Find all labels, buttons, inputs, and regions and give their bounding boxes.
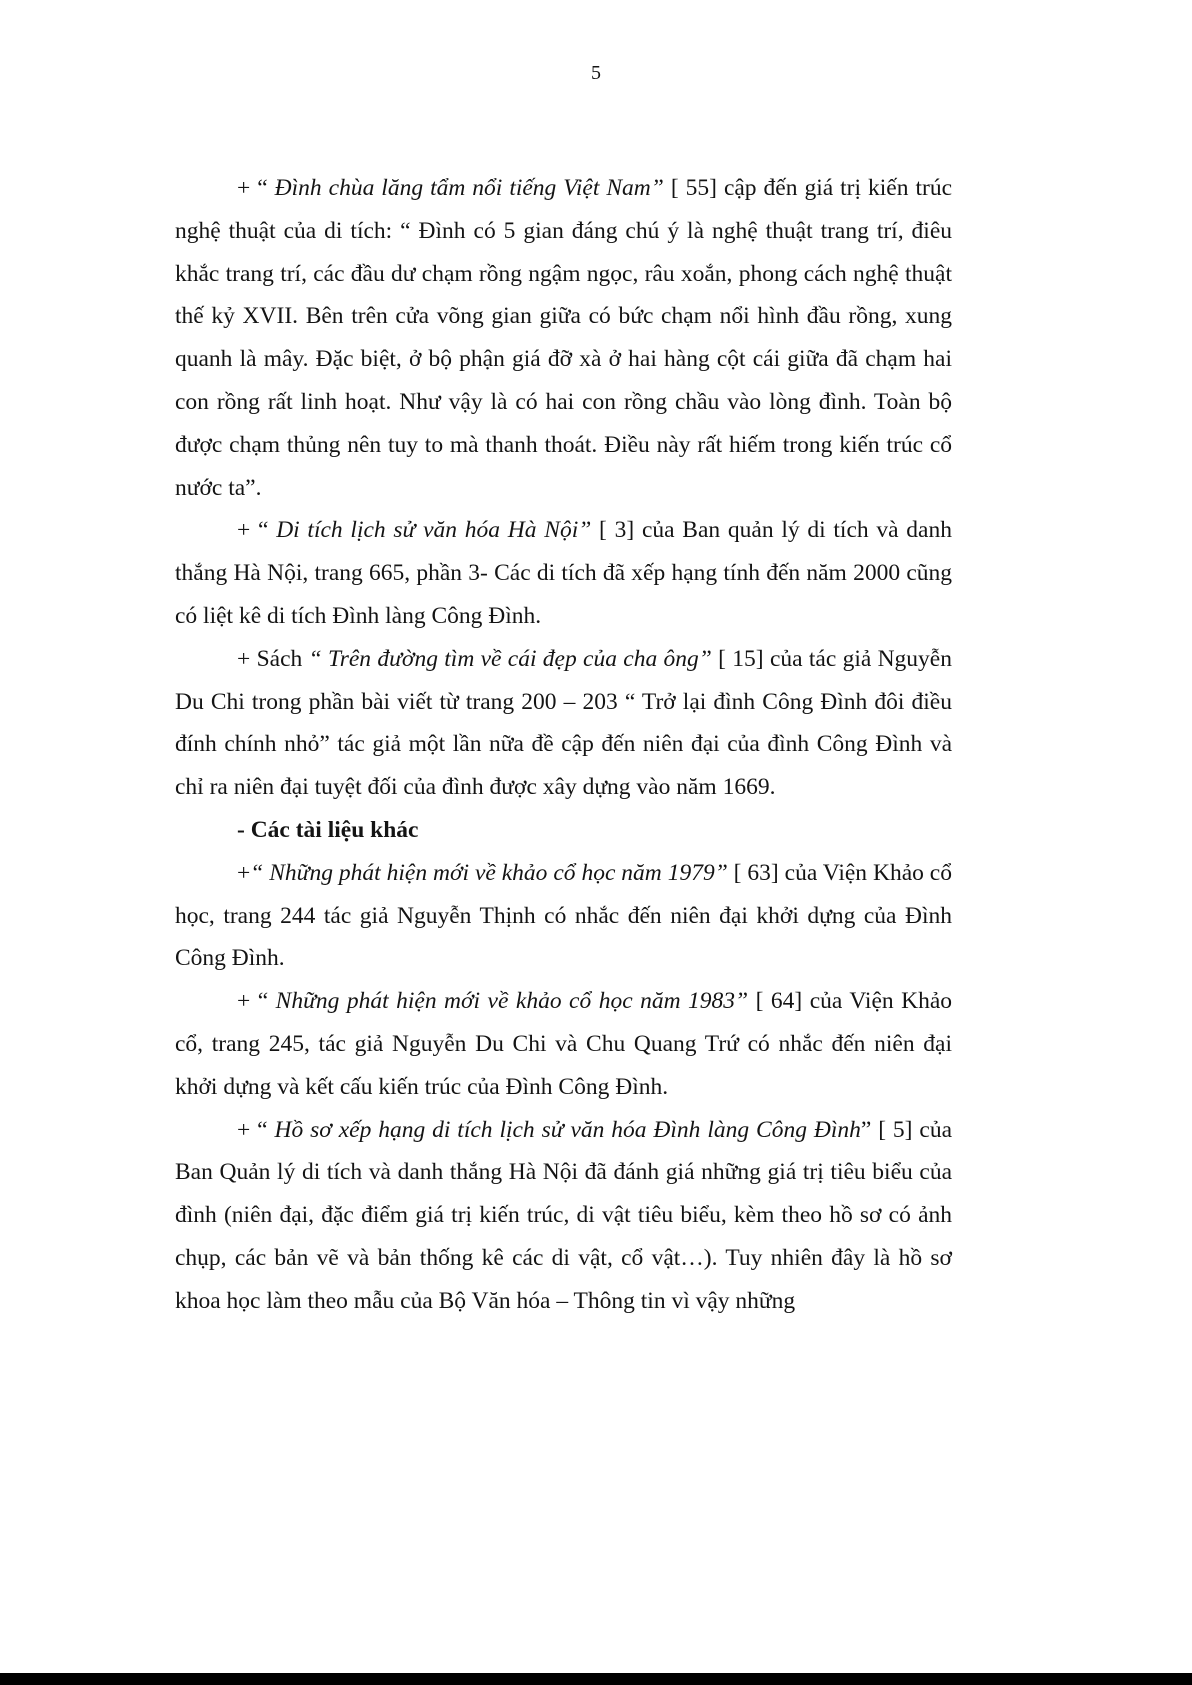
paragraph-text: [ 55] cập đến giá trị kiến trúc nghệ thuật của di tích: “ Đình có 5 gian đáng chú ý là nghệ thuật trang trí, điêu khắc trang trí, các đầu dư chạm rồng ngậm ngọc, râu xoắn, phong cách nghệ thuật thế kỷ XVII. Bên trên cửa võng gian giữa có bức chạm nổi hình đầu rồng, xung quanh là mây. Đặc biệt, ở bộ phận giá đỡ xà ở hai hàng cột cái giữa đã chạm hai con rồng rất linh hoạt. Như vậy là có hai con rồng chầu vào lòng đình. Toàn bộ được chạm thủng nên tuy to mà thanh thoát. Điều này rất hiếm trong kiến trúc cổ nước ta”. xyxy=(175,175,952,501)
paragraph-text: [ 64] của Viện Khảo cổ, trang 245, tác giả Nguyễn Du Chi và Chu Quang Trứ có nhắc đến niên đại khởi dựng và kết cấu kiến trúc của Đình Công Đình. xyxy=(175,988,953,1100)
paragraph-prefix: + Sách xyxy=(237,645,309,672)
cited-title: Những phát hiện mới về khảo cổ học năm 1983” xyxy=(275,988,749,1015)
paragraph-text: [ 3] của Ban quản lý di tích và danh thắng Hà Nội, trang 665, phần 3- Các di tích đã xếp hạng tính đến năm 2000 cũng có liệt kê di tích Đình làng Công Đình. xyxy=(175,517,952,629)
paragraph-prefix: + “ xyxy=(237,988,276,1015)
paragraph-ho-so-xep-hang xyxy=(175,1109,952,1323)
page-number: 5 xyxy=(591,62,601,84)
paragraph-prefix: + xyxy=(237,859,251,886)
document-body xyxy=(175,167,952,1323)
paragraph-text: ” [ 5] của Ban Quản lý di tích và danh thắng Hà Nội đã đánh giá những giá trị tiêu biểu của đình (niên đại, đặc điểm giá trị kiến trúc, di vật tiêu biểu, kèm theo hồ sơ có ảnh chụp, các bản vẽ và bản thống kê các di vật, cổ vật…). Tuy nhiên đây là hồ sơ khoa học làm theo mẫu của Bộ Văn hóa – Thông tin vì vậy những xyxy=(175,1116,953,1314)
paragraph-text: [ 63] của Viện Khảo cổ học, trang 244 tác giả Nguyễn Thịnh có nhắc đến niên đại khởi dựng của Đình Công Đình. xyxy=(175,859,952,972)
cited-title: Đình chùa lăng tẩm nổi tiếng Việt Nam” xyxy=(274,175,664,201)
paragraph-prefix: + “ xyxy=(237,175,275,201)
paragraph-prefix: + “ xyxy=(237,517,277,544)
cited-title: Di tích lịch sử văn hóa Hà Nội” xyxy=(276,517,592,544)
cited-title: “ Trên đường tìm về cái đẹp của cha ông” xyxy=(308,645,712,672)
paragraph-di-tich-ha-noi xyxy=(175,509,952,637)
paragraph-dinh-chua xyxy=(175,167,952,509)
paragraph-khao-co-1983 xyxy=(175,980,952,1108)
cited-title: Hồ sơ xếp hạng di tích lịch sử văn hóa Đình làng Công Đình xyxy=(274,1116,861,1143)
cited-title: “ Những phát hiện mới về khảo cổ học năm 1979” xyxy=(250,859,728,886)
paragraph-text: [ 15] của tác giả Nguyễn Du Chi trong phần bài viết từ trang 200 – 203 “ Trở lại đình Công Đình đôi điều đính chính nhỏ” tác giả một lần nữa đề cập đến niên đại của đình Công Đình và chỉ ra niên đại tuyệt đối của đình được xây dựng vào năm 1669. xyxy=(175,645,952,801)
paragraph-tren-duong xyxy=(175,638,952,809)
paragraph-prefix: + “ xyxy=(237,1116,275,1143)
section-heading: - Các tài liệu khác xyxy=(237,816,419,843)
paragraph-khao-co-1979 xyxy=(175,852,952,980)
bottom-border xyxy=(0,1673,1192,1685)
